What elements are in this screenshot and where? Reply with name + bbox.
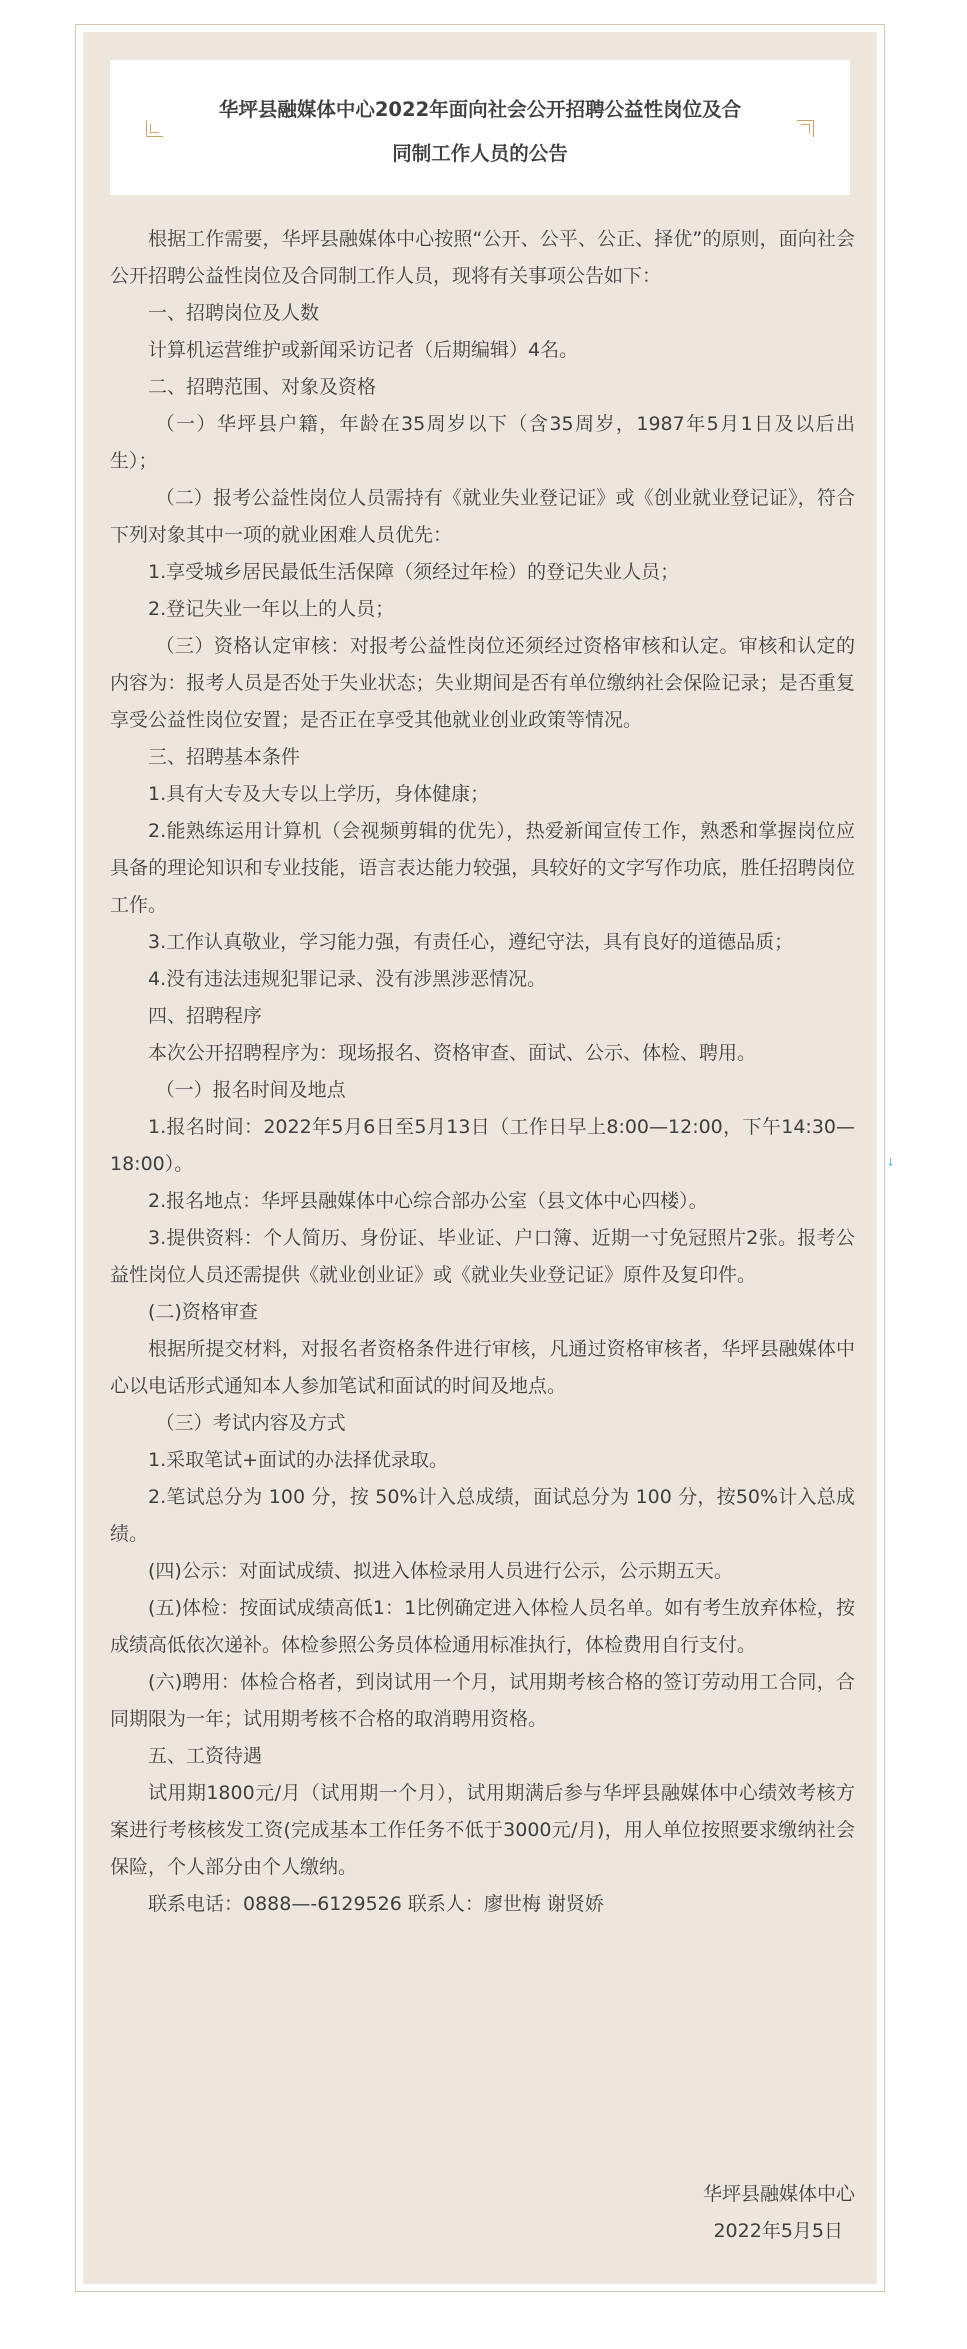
article-body (110, 221, 855, 1923)
paragraph: (六)聘用：体检合格者，到岗试用一个月，试用期考核合格的签订劳动用工合同，合同期限为一年；试用期考核不合格的取消聘用资格。 (110, 1671, 855, 1730)
list-item: 1.报名时间：2022年5月6日至5月13日（工作日早上8:00—12:00，下午14:30—18:00）。 (110, 1116, 855, 1175)
list-item: 3.工作认真敬业，学习能力强，有责任心，遵纪守法，具有良好的道德品质； (148, 931, 794, 953)
subsection-heading: （一）报名时间及地点 (155, 1079, 346, 1101)
section-heading: 四、招聘程序 (148, 1005, 263, 1027)
section-heading: 三、招聘基本条件 (148, 746, 301, 768)
page-title (150, 88, 810, 176)
list-item: 1.具有大专及大专以上学历，身体健康； (148, 783, 490, 805)
signature-org: 华坪县融媒体中心 (702, 2183, 855, 2205)
list-item: 2.报名地点：华坪县融媒体中心综合部办公室（县文体中心四楼）。 (148, 1190, 708, 1212)
section-heading: 五、工资待遇 (148, 1745, 263, 1767)
paragraph: 根据工作需要，华坪县融媒体中心按照“公开、公平、公正、择优”的原则，面向社会公开招聘公益性岗位及合同制工作人员，现将有关事项公告如下： (110, 228, 855, 287)
signature-block (703, 2176, 855, 2250)
subsection-heading: （三）考试内容及方式 (155, 1412, 346, 1434)
subsection-heading: (二)资格审查 (148, 1301, 258, 1323)
list-item: 3.提供资料：个人简历、身份证、毕业证、户口簿、近期一寸免冠照片2张。报考公益性岗位人员还需提供《就业创业证》或《就业失业登记证》原件及复印件。 (110, 1227, 855, 1286)
paragraph: 试用期1800元/月（试用期一个月），试用期满后参与华坪县融媒体中心绩效考核方案进行考核核发工资(完成基本工作任务不低于3000元/月)，用人单位按照要求缴纳社会保险，个人部分由个人缴纳。 (110, 1782, 855, 1878)
list-item: 1.享受城乡居民最低生活保障（须经过年检）的登记失业人员； (148, 561, 680, 583)
paragraph: (四)公示：对面试成绩、拟进入体检录用人员进行公示，公示期五天。 (148, 1560, 733, 1582)
signature-date: 2022年5月5日 (713, 2220, 843, 2242)
section-heading: 二、招聘范围、对象及资格 (148, 376, 377, 398)
paragraph: （三）资格认定审核：对报考公益性岗位还须经过资格审核和认定。审核和认定的内容为：报考人员是否处于失业状态；失业期间是否有单位缴纳社会保险记录；是否重复享受公益性岗位安置；是否正在享受其他就业创业政策等情况。 (110, 635, 855, 731)
section-heading: 一、招聘岗位及人数 (148, 302, 320, 324)
list-item: 1.采取笔试+面试的办法择优录取。 (148, 1449, 449, 1471)
contact-line: 联系电话：0888—-6129526 联系人：廖世梅 谢贤娇 (148, 1893, 604, 1915)
paragraph: （一）华坪县户籍，年龄在35周岁以下（含35周岁，1987年5月1日及以后出生）； (110, 413, 855, 472)
paragraph: 计算机运营维护或新闻采访记者（后期编辑）4名。 (148, 339, 579, 361)
title-box (110, 60, 850, 195)
list-item: 4.没有违法违规犯罪记录、没有涉黑涉恶情况。 (148, 968, 547, 990)
list-item: 2.笔试总分为 100 分，按 50%计入总成绩，面试总分为 100 分，按50%计入总成绩。 (110, 1486, 855, 1545)
paragraph: (五)体检：按面试成绩高低1：1比例确定进入体检人员名单。如有考生放弃体检，按成绩高低依次递补。体检参照公务员体检通用标准执行，体检费用自行支付。 (110, 1597, 855, 1656)
list-item: 2.能熟练运用计算机（会视频剪辑的优先），热爱新闻宣传工作，熟悉和掌握岗位应具备的理论知识和专业技能，语言表达能力较强，具较好的文字写作功底，胜任招聘岗位工作。 (110, 820, 855, 916)
title-line-2: 同制工作人员的公告 (392, 142, 568, 165)
list-item: 2.登记失业一年以上的人员； (148, 598, 395, 620)
title-line-1: 华坪县融媒体中心2022年面向社会公开招聘公益性岗位及合 (218, 98, 742, 121)
arrow-down-icon[interactable]: ↓ (886, 1156, 896, 1169)
paragraph: （二）报考公益性岗位人员需持有《就业失业登记证》或《创业就业登记证》，符合下列对象其中一项的就业困难人员优先： (110, 487, 855, 546)
paragraph: 根据所提交材料，对报名者资格条件进行审核，凡通过资格审核者，华坪县融媒体中心以电话形式通知本人参加笔试和面试的时间及地点。 (110, 1338, 855, 1397)
paragraph: 本次公开招聘程序为：现场报名、资格审查、面试、公示、体检、聘用。 (148, 1042, 757, 1064)
